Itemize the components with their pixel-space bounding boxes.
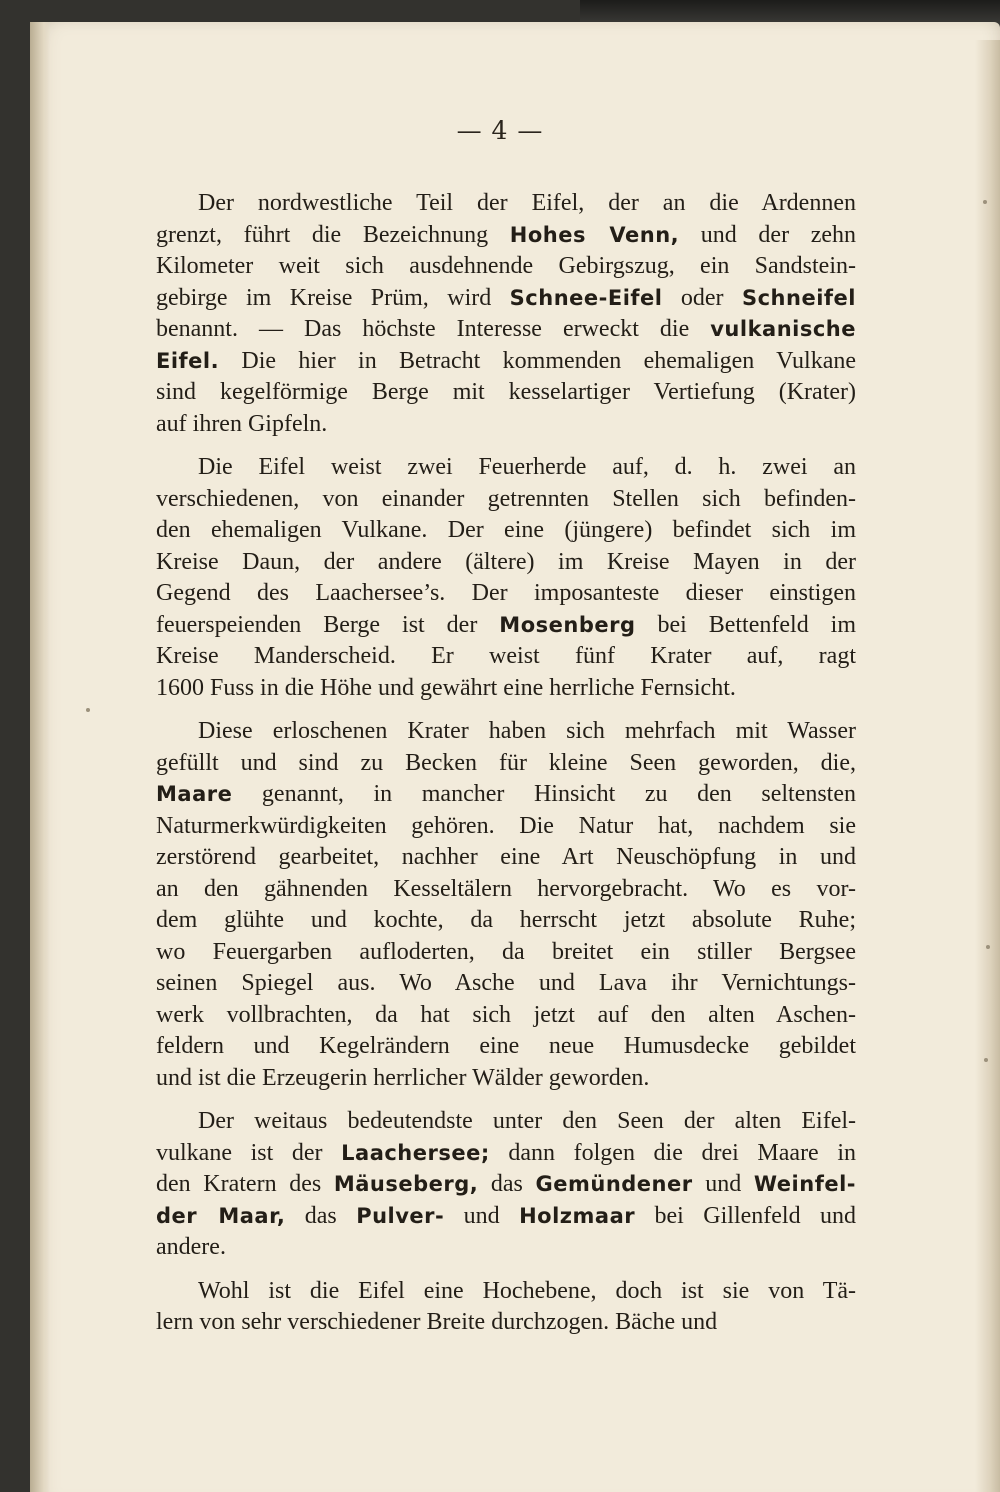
text-line <box>156 905 856 937</box>
emphasized-term: der Maar, <box>156 1203 286 1228</box>
text-line <box>156 220 856 252</box>
text-run: Der nordwestliche Teil der Eifel, der an die Ardennen <box>198 190 856 216</box>
text-run: Kilometer weit sich ausdehnende Gebirgszug, ein Sandstein- <box>156 253 856 279</box>
paragraph-p2 <box>156 452 856 704</box>
text-line <box>156 1138 856 1170</box>
text-line <box>156 377 856 409</box>
emphasized-term: Hohes Venn, <box>509 222 680 247</box>
text-line <box>156 346 856 378</box>
emphasized-term: Pulver- <box>356 1203 445 1228</box>
text-line <box>156 842 856 874</box>
text-run: genannt, in mancher Hinsicht zu den seltensten <box>232 781 856 807</box>
text-run: und <box>692 1171 754 1197</box>
text-run: andere. <box>156 1234 226 1260</box>
text-run: bei Bettenfeld im <box>635 611 856 638</box>
text-line <box>156 1031 856 1063</box>
text-run: Kreise Daun, der andere (ältere) im Kreise Mayen in der <box>156 548 856 575</box>
text-run: dem glühte und kochte, da herrscht jetzt absolute Ruhe; <box>156 907 856 933</box>
text-line <box>156 515 856 547</box>
page-right-edge <box>975 40 1000 1492</box>
text-run: und der zehn <box>679 221 856 248</box>
text-line <box>156 547 856 579</box>
page-gutter-shadow <box>30 22 50 1492</box>
text-run: lern von sehr verschiedener Breite durchzogen. Bäche und <box>156 1309 718 1335</box>
text-run: Wohl ist die Eifel eine Hochebene, doch ist sie von Tä- <box>198 1277 856 1304</box>
text-run: Diese erloschenen Krater haben sich mehrfach mit Wasser <box>198 718 856 744</box>
text-line <box>156 811 856 843</box>
emphasized-term: Gemündener <box>535 1172 693 1196</box>
paragraph-p1 <box>156 188 856 440</box>
text-line <box>156 1276 856 1308</box>
emphasized-term: Holzmaar <box>519 1203 636 1228</box>
text-line <box>156 673 856 705</box>
text-run: feldern und Kegelrändern eine neue Humusdecke gebildet <box>156 1033 856 1059</box>
body-text <box>156 188 856 1351</box>
text-line <box>156 968 856 1000</box>
text-run: den Kratern des <box>156 1171 334 1197</box>
text-run: oder <box>662 284 742 311</box>
text-run: gebirge im Kreise Prüm, wird <box>156 284 510 311</box>
text-run: das <box>478 1171 536 1197</box>
paragraph-p4 <box>156 1106 856 1264</box>
text-run: das <box>285 1202 357 1229</box>
text-line <box>156 610 856 642</box>
text-run: den ehemaligen Vulkane. Der eine (jüngere) befindet sich im <box>156 517 856 543</box>
text-line <box>156 748 856 780</box>
text-run: Die hier in Betracht kommenden ehemaligen Vulkane <box>219 347 856 374</box>
text-run: Gegend des Laachersee’s. Der imposanteste dieser einstigen <box>156 580 856 606</box>
text-run: verschiedenen, von einander getrennten Stellen sich befinden- <box>156 485 856 512</box>
text-run: wo Feuergarben aufloderten, da breitet ein stiller Bergsee <box>156 938 856 965</box>
text-line <box>156 779 856 811</box>
text-run: 1600 Fuss in die Höhe und gewährt eine herrliche Fernsicht. <box>156 674 736 701</box>
emphasized-term: vulkanische <box>710 317 856 341</box>
text-line <box>156 641 856 673</box>
text-line <box>156 283 856 315</box>
text-run: Der weitaus bedeutendste unter den Seen der alten Eifel- <box>198 1108 856 1134</box>
paragraph-p3 <box>156 716 856 1094</box>
text-line <box>156 452 856 484</box>
text-run: feuerspeienden Berge ist der <box>156 611 500 638</box>
text-run: an den gähnenden Kesseltälern hervorgebracht. Wo es vor- <box>156 875 856 902</box>
text-run: zerstörend gearbeitet, nachher eine Art Neuschöpfung in und <box>156 844 856 870</box>
text-line <box>156 1063 856 1095</box>
text-line <box>156 1232 856 1264</box>
text-line <box>156 251 856 283</box>
paper-speck <box>984 1058 988 1062</box>
text-run: vulkane ist der <box>156 1139 342 1166</box>
text-run: auf ihren Gipfeln. <box>156 410 328 437</box>
text-line <box>156 1000 856 1032</box>
paper-speck <box>986 945 990 949</box>
paper-speck <box>983 200 987 204</box>
text-run: grenzt, führt die Bezeichnung <box>156 221 510 248</box>
text-line <box>156 1201 856 1233</box>
text-run: Naturmerkwürdigkeiten gehören. Die Natur hat, nachdem sie <box>156 812 856 839</box>
emphasized-term: Eifel. <box>156 348 220 373</box>
paper-speck <box>86 708 90 712</box>
text-line <box>156 578 856 610</box>
text-line <box>156 1169 856 1201</box>
text-line <box>156 716 856 748</box>
text-run: seinen Spiegel aus. Wo Asche und Lava ihr Vernichtungs- <box>156 970 856 996</box>
text-run: Die Eifel weist zwei Feuerherde auf, d. h. zwei an <box>198 454 856 480</box>
text-line <box>156 874 856 906</box>
emphasized-term: Schnee-Eifel <box>509 285 663 310</box>
text-run: werk vollbrachten, da hat sich jetzt auf den alten Aschen- <box>156 1001 856 1028</box>
emphasized-term: Weinfel- <box>753 1172 856 1196</box>
text-line <box>156 1106 856 1138</box>
emphasized-term: Laachersee; <box>341 1140 490 1165</box>
text-line <box>156 409 856 441</box>
text-run: benannt. — Das höchste Interesse erweckt die <box>156 316 711 342</box>
text-run: bei Gillenfeld und <box>635 1202 856 1229</box>
text-run: und ist die Erzeugerin herrlicher Wälder geworden. <box>156 1064 650 1091</box>
emphasized-term: Mäuseberg, <box>333 1172 479 1196</box>
emphasized-term: Maare <box>156 782 233 806</box>
text-run: und <box>444 1202 520 1229</box>
emphasized-term: Schneifel <box>741 285 856 310</box>
text-run: Kreise Manderscheid. Er weist fünf Krater auf, ragt <box>156 643 856 669</box>
emphasized-term: Mosenberg <box>499 612 636 637</box>
text-run: gefüllt und sind zu Becken für kleine Seen geworden, die, <box>156 749 856 776</box>
text-line <box>156 484 856 516</box>
paragraph-p5 <box>156 1276 856 1339</box>
text-line <box>156 1307 856 1339</box>
text-line <box>156 314 856 346</box>
page-number: — 4 — <box>456 116 544 145</box>
text-run: sind kegelförmige Berge mit kesselartiger Vertiefung (Krater) <box>156 379 856 405</box>
text-run: dann folgen die drei Maare in <box>489 1139 856 1166</box>
text-line <box>156 937 856 969</box>
text-line <box>156 188 856 220</box>
